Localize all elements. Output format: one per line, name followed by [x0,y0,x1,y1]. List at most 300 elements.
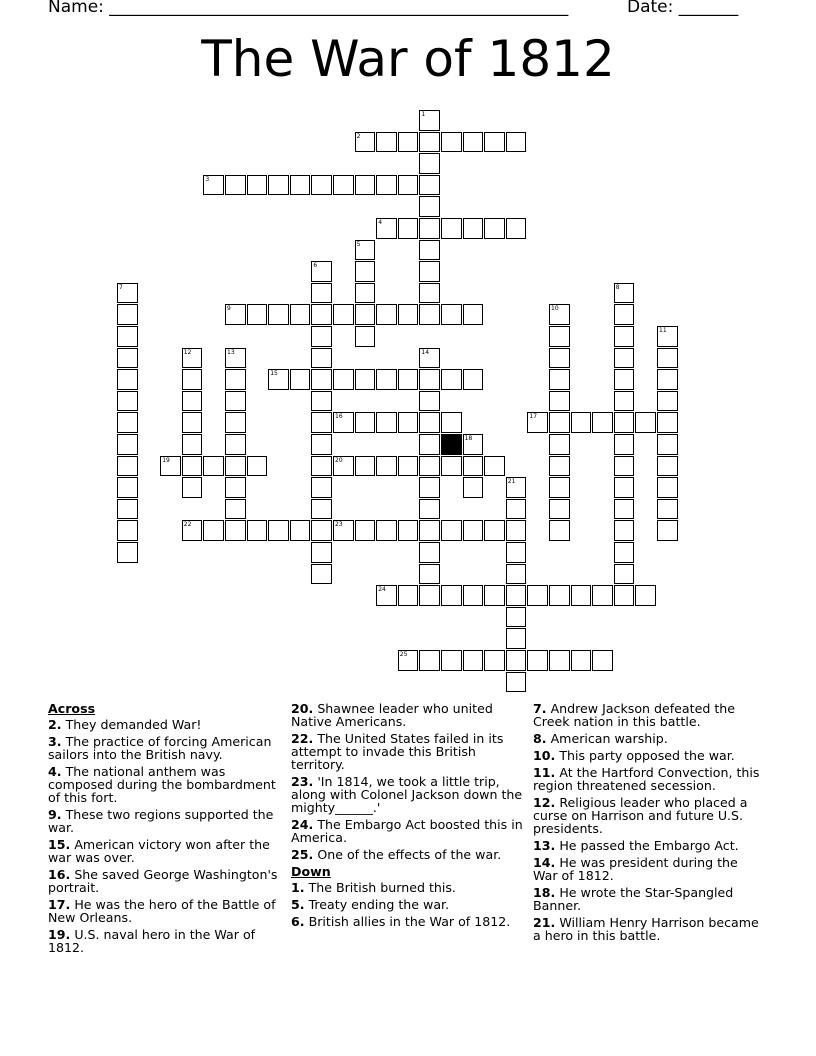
across-clue [291,732,523,771]
grid-cell[interactable] [376,369,397,390]
grid-cell[interactable] [614,304,635,325]
grid-cell[interactable] [527,412,548,433]
clue-number: 15. [48,837,71,852]
clue-number: 22 [183,521,192,529]
grid-cell[interactable] [657,412,678,433]
grid-cell[interactable] [182,477,203,498]
across-clue [48,765,280,804]
clue-text: They demanded War! [61,717,202,732]
grid-cell[interactable] [311,391,332,412]
grid-cell[interactable] [182,348,203,369]
grid-cell[interactable] [182,391,203,412]
grid-cell[interactable] [355,175,376,196]
grid-cell[interactable] [506,650,527,671]
clue-number: 17. [48,897,71,912]
grid-cell[interactable] [506,218,527,239]
down-clue [533,856,765,882]
grid-cell[interactable] [203,175,224,196]
grid-cell[interactable] [614,391,635,412]
grid-cell[interactable] [549,434,570,455]
across-clue [48,808,280,834]
grid-cell[interactable] [419,110,440,131]
grid-cell[interactable] [549,456,570,477]
grid-cell[interactable] [290,369,311,390]
grid-cell[interactable] [117,348,138,369]
grid-cell[interactable] [376,175,397,196]
grid-cell[interactable] [506,607,527,628]
grid-cell[interactable] [225,520,246,541]
grid-cell[interactable] [419,520,440,541]
grid-cell[interactable] [463,132,484,153]
grid-cell[interactable] [117,412,138,433]
grid-cell[interactable] [311,564,332,585]
grid-cell[interactable] [311,283,332,304]
grid-cell[interactable] [117,477,138,498]
clue-text: Shawnee leader who united Native Americans. [291,701,493,729]
grid-cell[interactable] [398,456,419,477]
grid-cell[interactable] [419,499,440,520]
clue-text: He was the hero of the Battle of New Orleans. [48,897,276,925]
across-heading: Across [48,701,96,716]
grid-cell[interactable] [506,477,527,498]
grid-cell[interactable] [614,412,635,433]
grid-cell[interactable] [441,304,462,325]
grid-cell[interactable] [117,283,138,304]
grid-cell[interactable] [311,477,332,498]
grid-cell[interactable] [333,456,354,477]
grid-cell[interactable] [571,585,592,606]
clue-number: 17 [529,413,538,421]
clue-number: 21 [507,478,516,486]
grid-cell[interactable] [268,175,289,196]
across-clue [291,818,523,844]
down-clue [533,749,765,762]
grid-cell[interactable] [441,456,462,477]
grid-cell[interactable] [657,434,678,455]
grid-cell[interactable] [614,283,635,304]
clue-number: 13. [533,838,556,853]
grid-cell[interactable] [549,391,570,412]
grid-cell[interactable] [549,412,570,433]
grid-cell[interactable] [376,304,397,325]
grid-cell[interactable] [355,240,376,261]
grid-cell[interactable] [441,369,462,390]
grid-cell[interactable] [549,326,570,347]
down-clue [533,702,765,728]
grid-cell[interactable] [117,499,138,520]
grid-cell[interactable] [247,456,268,477]
grid-cell[interactable] [419,369,440,390]
across-clue [48,735,280,761]
clue-number: 23. [291,774,314,789]
clue-text: The United States failed in its attempt to invade this British territory. [291,731,504,772]
clue-number: 8 [615,283,620,291]
grid-cell[interactable] [419,542,440,563]
grid-cell[interactable] [376,520,397,541]
grid-cell[interactable] [463,218,484,239]
grid-cell[interactable] [290,304,311,325]
clue-text: At the Hartford Convection, this region threatened secession. [533,765,760,793]
clue-text: The Embargo Act boosted this in America. [291,817,523,845]
grid-cell[interactable] [117,520,138,541]
grid-cell[interactable] [398,218,419,239]
clue-number: 9 [227,305,231,313]
grid-cell[interactable] [657,477,678,498]
grid-cell[interactable] [117,542,138,563]
grid-cell[interactable] [182,456,203,477]
grid-cell[interactable] [355,456,376,477]
grid-cell[interactable] [376,456,397,477]
grid-cell[interactable] [311,175,332,196]
grid-cell[interactable] [419,412,440,433]
grid-cell[interactable] [614,564,635,585]
grid-cell[interactable] [311,542,332,563]
clue-text: 'In 1814, we took a little trip, along with Colonel Jackson down the mighty______.' [291,774,523,815]
grid-cell[interactable] [549,520,570,541]
grid-cell[interactable] [311,456,332,477]
grid-cell[interactable] [549,650,570,671]
grid-cell[interactable] [484,218,505,239]
clue-text: He passed the Embargo Act. [555,838,739,853]
clue-text: Religious leader who placed a curse on Harrison and future U.S. presidents. [533,795,748,836]
grid-cell[interactable] [419,585,440,606]
grid-cell[interactable] [441,412,462,433]
clue-number: 24 [378,586,386,594]
grid-cell[interactable] [225,391,246,412]
grid-cell[interactable] [592,412,613,433]
grid-cell[interactable] [506,520,527,541]
grid-cell[interactable] [419,348,440,369]
across-clue [48,898,280,924]
down-clue [533,839,765,852]
clue-number: 12 [183,348,192,356]
clue-number: 7. [533,701,547,716]
grid-cell[interactable] [225,477,246,498]
grid-cell[interactable] [419,456,440,477]
grid-cell[interactable] [506,564,527,585]
clue-number: 5. [291,897,305,912]
grid-cell[interactable] [614,369,635,390]
grid-cell[interactable] [463,456,484,477]
grid-cell[interactable] [182,412,203,433]
grid-cell[interactable] [614,434,635,455]
grid-cell[interactable] [614,348,635,369]
grid-cell[interactable] [376,585,397,606]
grid-cell[interactable] [549,499,570,520]
grid-cell[interactable] [549,348,570,369]
grid-cell[interactable] [311,261,332,282]
grid-cell[interactable] [441,132,462,153]
grid-cell[interactable] [419,240,440,261]
grid-cell[interactable] [549,585,570,606]
grid-cell[interactable] [635,412,656,433]
grid-cell[interactable] [463,434,484,455]
grid-cell[interactable] [484,132,505,153]
grid-cell[interactable] [355,369,376,390]
grid-cell[interactable] [419,477,440,498]
grid-cell[interactable] [419,132,440,153]
grid-cell[interactable] [419,196,440,217]
grid-cell[interactable] [657,520,678,541]
grid-cell[interactable] [506,499,527,520]
grid-cell[interactable] [355,304,376,325]
grid-cell[interactable] [419,218,440,239]
clue-text: This party opposed the war. [555,748,735,763]
grid-cell[interactable] [398,520,419,541]
grid-cell[interactable] [182,369,203,390]
grid-cell[interactable] [311,369,332,390]
grid-cell[interactable] [225,456,246,477]
grid-cell[interactable] [355,326,376,347]
grid-cell[interactable] [441,650,462,671]
grid-cell[interactable] [484,520,505,541]
clue-number: 20. [291,701,314,716]
grid-cell[interactable] [355,132,376,153]
clue-text: He wrote the Star-Spangled Banner. [533,885,734,913]
clue-number: 21. [533,915,556,930]
grid-cell[interactable] [614,499,635,520]
grid-cell[interactable] [117,369,138,390]
grid-cell[interactable] [225,434,246,455]
grid-cell[interactable] [463,650,484,671]
grid-cell[interactable] [376,132,397,153]
clue-text: American warship. [546,731,668,746]
grid-cell[interactable] [549,369,570,390]
grid-cell[interactable] [182,434,203,455]
grid-cell[interactable] [311,520,332,541]
clue-number: 18. [533,885,556,900]
clue-text: One of the effects of the war. [313,847,502,862]
clue-number: 18 [464,435,473,442]
grid-cell[interactable] [311,326,332,347]
grid-cell[interactable] [592,585,613,606]
down-clue [291,915,523,928]
grid-cell[interactable] [441,218,462,239]
clue-number: 15 [270,370,278,378]
grid-cell[interactable] [268,369,289,390]
grid-cell[interactable] [203,520,224,541]
grid-cell[interactable] [463,369,484,390]
grid-cell[interactable] [225,499,246,520]
grid-cell[interactable] [506,672,527,693]
grid-cell[interactable] [463,520,484,541]
grid-cell[interactable] [614,477,635,498]
clue-text: He was president during the War of 1812. [533,855,738,883]
name-field-label: Name: ______________________________________________________ [48,0,569,17]
page-title: The War of 1812 [201,30,615,88]
grid-cell[interactable] [247,175,268,196]
clue-text: Andrew Jackson defeated the Creek nation in this battle. [533,701,736,729]
grid-cell[interactable] [614,326,635,347]
grid-cell[interactable] [117,434,138,455]
grid-cell[interactable] [311,412,332,433]
grid-cell[interactable] [463,304,484,325]
grid-cell[interactable] [376,218,397,239]
clue-number: 1 [421,111,426,118]
grid-cell[interactable] [225,348,246,369]
date-field-label: Date: _______ [627,0,739,17]
down-clue [533,766,765,792]
grid-cell[interactable] [614,520,635,541]
down-clue [533,732,765,745]
grid-cell[interactable] [484,585,505,606]
grid-cell[interactable] [398,304,419,325]
grid-cell[interactable] [614,585,635,606]
grid-cell[interactable] [333,304,354,325]
grid-cell[interactable] [614,456,635,477]
grid-cell[interactable] [463,477,484,498]
clue-number: 11. [533,765,556,780]
clue-number: 3. [48,734,62,749]
grid-cell[interactable] [290,520,311,541]
grid-cell[interactable] [398,650,419,671]
clue-number: 6 [313,262,318,270]
grid-cell[interactable] [117,304,138,325]
grid-cell[interactable] [419,261,440,282]
grid-cell[interactable] [657,456,678,477]
grid-cell[interactable] [506,542,527,563]
grid-cell[interactable] [419,564,440,585]
clue-number: 5 [356,240,361,248]
grid-cell[interactable] [398,132,419,153]
grid-cell[interactable] [506,132,527,153]
clue-number: 22. [291,731,314,746]
clue-number: 4. [48,764,62,779]
grid-cell[interactable] [117,391,138,412]
grid-cell[interactable] [160,456,181,477]
grid-cell[interactable] [419,650,440,671]
grid-cell[interactable] [657,348,678,369]
clue-number: 25. [291,847,314,862]
grid-cell[interactable] [419,175,440,196]
clue-number: 9. [48,807,62,822]
black-cell [441,434,462,455]
grid-cell[interactable] [311,304,332,325]
grid-cell[interactable] [225,369,246,390]
clue-text: Treaty ending the war. [304,897,450,912]
clue-number: 10. [533,748,556,763]
grid-cell[interactable] [441,520,462,541]
grid-cell[interactable] [268,304,289,325]
grid-cell[interactable] [268,520,289,541]
clue-number: 14 [421,348,430,356]
clue-number: 7 [119,283,123,291]
across-clue [291,848,523,861]
grid-cell[interactable] [571,412,592,433]
grid-cell[interactable] [117,326,138,347]
clue-number: 4 [378,219,383,226]
grid-cell[interactable] [311,499,332,520]
grid-cell[interactable] [419,153,440,174]
grid-cell[interactable] [203,456,224,477]
clue-number: 14. [533,855,556,870]
grid-cell[interactable] [225,304,246,325]
clue-text: British allies in the War of 1812. [304,914,511,929]
grid-cell[interactable] [484,456,505,477]
grid-cell[interactable] [419,434,440,455]
clue-number: 25 [399,651,408,658]
grid-cell[interactable] [247,520,268,541]
grid-cell[interactable] [290,175,311,196]
down-clue [291,881,523,894]
across-clue [291,702,523,728]
grid-cell[interactable] [527,650,548,671]
grid-cell[interactable] [419,304,440,325]
grid-cell[interactable] [549,304,570,325]
clue-number: 23 [335,521,343,529]
grid-cell[interactable] [398,412,419,433]
grid-cell[interactable] [225,412,246,433]
grid-cell[interactable] [506,585,527,606]
grid-cell[interactable] [333,520,354,541]
grid-cell[interactable] [419,391,440,412]
clue-number: 13 [227,348,235,356]
grid-cell[interactable] [355,261,376,282]
grid-cell[interactable] [441,585,462,606]
across-clue [48,928,280,954]
clue-text: American victory won after the war was over. [48,837,270,865]
across-clue [48,718,280,731]
across-clue [48,838,280,864]
grid-cell[interactable] [527,585,548,606]
grid-cell[interactable] [657,391,678,412]
grid-cell[interactable] [657,499,678,520]
grid-cell[interactable] [398,369,419,390]
grid-cell[interactable] [355,520,376,541]
grid-cell[interactable] [635,585,656,606]
down-clue [533,886,765,912]
grid-cell[interactable] [333,369,354,390]
clue-number: 2. [48,717,62,732]
grid-cell[interactable] [506,628,527,649]
grid-cell[interactable] [549,477,570,498]
grid-cell[interactable] [398,585,419,606]
grid-cell[interactable] [376,412,397,433]
grid-cell[interactable] [571,650,592,671]
clue-number: 8. [533,731,547,746]
grid-cell[interactable] [333,175,354,196]
grid-cell[interactable] [355,283,376,304]
clues-column-3 [533,702,765,946]
across-clue [48,868,280,894]
grid-cell[interactable] [225,175,246,196]
clue-number: 12. [533,795,556,810]
clue-number: 16 [335,413,343,421]
grid-cell[interactable] [657,369,678,390]
grid-cell[interactable] [657,326,678,347]
clue-text: William Henry Harrison became a hero in this battle. [533,915,759,943]
grid-cell[interactable] [311,434,332,455]
grid-cell[interactable] [463,585,484,606]
grid-cell[interactable] [398,175,419,196]
grid-cell[interactable] [614,542,635,563]
grid-cell[interactable] [247,304,268,325]
grid-cell[interactable] [117,456,138,477]
down-clue [533,916,765,942]
grid-cell[interactable] [182,520,203,541]
grid-cell[interactable] [419,283,440,304]
down-clue [291,898,523,911]
grid-cell[interactable] [311,348,332,369]
clue-text: The British burned this. [304,880,456,895]
clue-number: 2 [356,132,361,140]
clue-number: 1. [291,880,305,895]
grid-cell[interactable] [355,412,376,433]
grid-cell[interactable] [484,650,505,671]
grid-cell[interactable] [592,650,613,671]
clue-number: 16. [48,867,71,882]
grid-cell[interactable] [333,412,354,433]
